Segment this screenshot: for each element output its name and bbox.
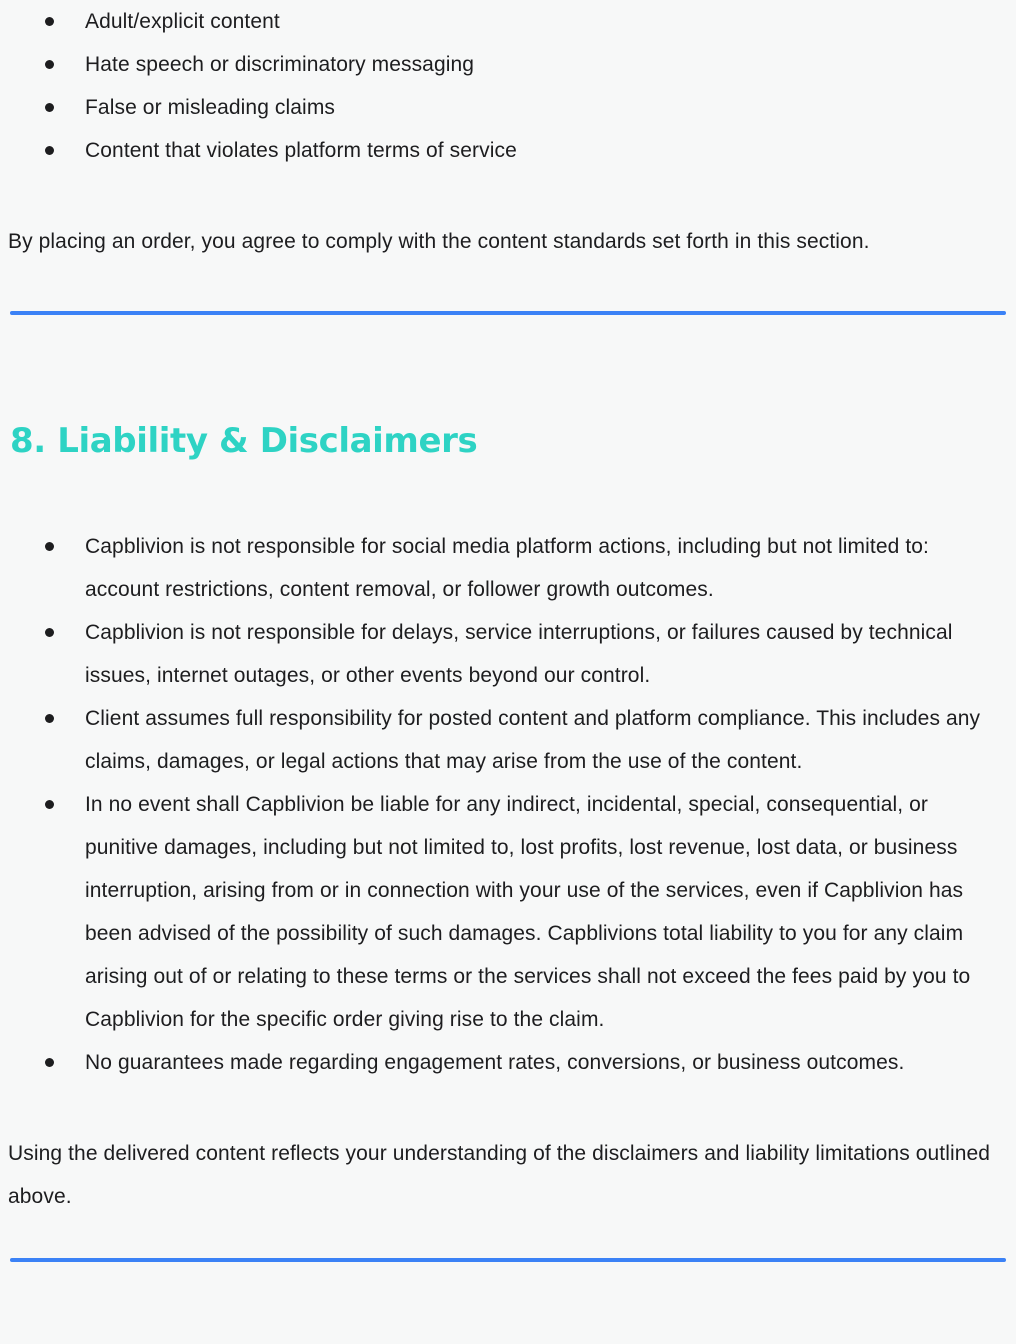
bullet-icon: [45, 103, 54, 112]
list-item: [0, 129, 1016, 172]
list-item: [0, 1041, 1016, 1084]
page-title: 8. Liability & Disclaimers: [10, 421, 478, 461]
list-item-label: False or misleading claims: [85, 96, 336, 119]
list-item-label: No guarantees made regarding engagement rates, conversions, or business outcomes.: [85, 1051, 905, 1074]
spacer: [0, 315, 1016, 387]
list-item: [0, 611, 1016, 697]
bullet-icon: [45, 1058, 54, 1067]
spacer: [0, 387, 1016, 421]
bullet-icon: [45, 542, 54, 551]
list-item-label: Content that violates platform terms of service: [85, 139, 517, 162]
list-item: [0, 0, 1016, 43]
bullet-icon: [45, 714, 54, 723]
section-divider-bottom: [10, 1258, 1006, 1262]
prohibited-content-list: [0, 0, 1016, 172]
spacer: [0, 172, 1016, 220]
spacer: [0, 1084, 1016, 1132]
bullet-icon: [45, 60, 54, 69]
list-item: [0, 525, 1016, 611]
list-item-label: Capblivion is not responsible for delays, service interruptions, or failures caused by technical issues, internet outages, or other events beyond our control.: [85, 621, 953, 687]
list-item: [0, 43, 1016, 86]
spacer: [0, 1218, 1016, 1258]
list-item-label: Client assumes full responsibility for posted content and platform compliance. This includes any claims, damages, or legal actions that may arise from the use of the content.: [85, 707, 981, 773]
spacer: [0, 461, 1016, 525]
list-item-label: Adult/explicit content: [85, 10, 280, 33]
prohibited-content-closing-paragraph: By placing an order, you agree to comply with the content standards set forth in this section.: [8, 230, 870, 253]
bullet-icon: [45, 17, 54, 26]
bullet-icon: [45, 800, 54, 809]
list-item: [0, 783, 1016, 1041]
bullet-icon: [45, 146, 54, 155]
list-item-label: Capblivion is not responsible for social media platform actions, including but not limited to: account restrictions, content removal, or follower growth outcomes.: [85, 535, 929, 601]
list-item: [0, 86, 1016, 129]
bullet-icon: [45, 628, 54, 637]
liability-disclaimers-list: [0, 525, 1016, 1084]
liability-closing-paragraph: Using the delivered content reflects your understanding of the disclaimers and liability limitations outlined above.: [8, 1142, 991, 1208]
spacer: [0, 263, 1016, 311]
list-item-label: In no event shall Capblivion be liable for any indirect, incidental, special, consequential, or punitive damages, including but not limited to, lost profits, lost revenue, lost data, or business interruption, arising from or in connection with your use of the services, even if Capblivion has been advised of the possibility of such damages. Capblivions total liability to you for any claim arising out of or relating to these terms or the services shall not exceed the fees paid by you to Capblivion for the specific order giving rise to the claim.: [85, 793, 971, 1031]
list-item-label: Hate speech or discriminatory messaging: [85, 53, 475, 76]
list-item: [0, 697, 1016, 783]
